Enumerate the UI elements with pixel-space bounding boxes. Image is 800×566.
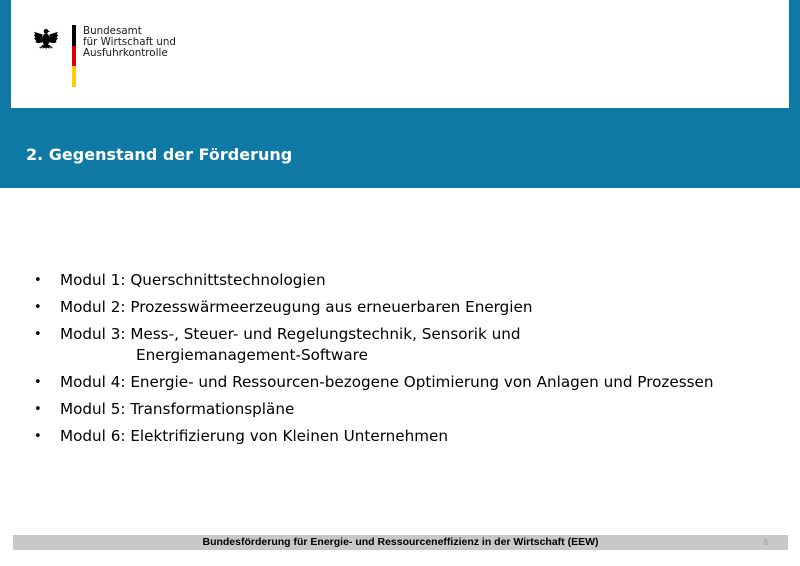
agency-name-line-3: Ausfuhrkontrolle	[83, 47, 168, 60]
section-title: 2. Gegenstand der Förderung	[26, 145, 293, 164]
federal-eagle-icon	[33, 27, 59, 53]
module-label: Modul 2: Prozesswärmeerzeugung aus erneuerbaren Energien	[60, 298, 533, 316]
list-item	[34, 270, 774, 291]
module-label: Modul 6: Elektrifizierung von Kleinen Unternehmen	[60, 427, 449, 445]
bullet: •	[34, 375, 42, 390]
module-label: Modul 4: Energie- und Ressourcen-bezogene Optimierung von Anlagen und Prozessen	[60, 373, 714, 391]
agency-name-line-1: Bundesamt	[83, 25, 142, 37]
list-item	[34, 324, 774, 366]
bullet: •	[34, 402, 42, 417]
flag-stripe-red	[72, 46, 76, 67]
bullet: •	[34, 273, 42, 288]
flag-stripe-black	[72, 25, 76, 46]
list-item	[34, 426, 774, 447]
header-banner	[0, 0, 800, 188]
footer-bar	[13, 535, 788, 550]
page-number: 8	[763, 538, 768, 547]
module-label-continuation: Energiemanagement-Software	[136, 346, 368, 364]
bullet: •	[34, 429, 42, 444]
bullet: •	[34, 327, 42, 342]
module-list	[34, 270, 774, 453]
agency-name-line-2: für Wirtschaft und	[83, 36, 176, 49]
list-item	[34, 372, 774, 393]
module-label: Modul 3: Mess-, Steuer- und Regelungstechnik, Sensorik und	[60, 325, 521, 343]
bullet: •	[34, 300, 42, 315]
german-flag-bar	[72, 25, 76, 87]
footer-text: Bundesförderung für Energie- und Ressourceneffizienz in der Wirtschaft (EEW)	[202, 536, 599, 548]
logo-panel	[11, 0, 789, 108]
list-item	[34, 297, 774, 318]
list-item	[34, 399, 774, 420]
flag-stripe-gold	[72, 66, 76, 87]
module-label: Modul 5: Transformationspläne	[60, 400, 295, 418]
agency-name	[83, 26, 176, 60]
module-label: Modul 1: Querschnittstechnologien	[60, 271, 326, 289]
